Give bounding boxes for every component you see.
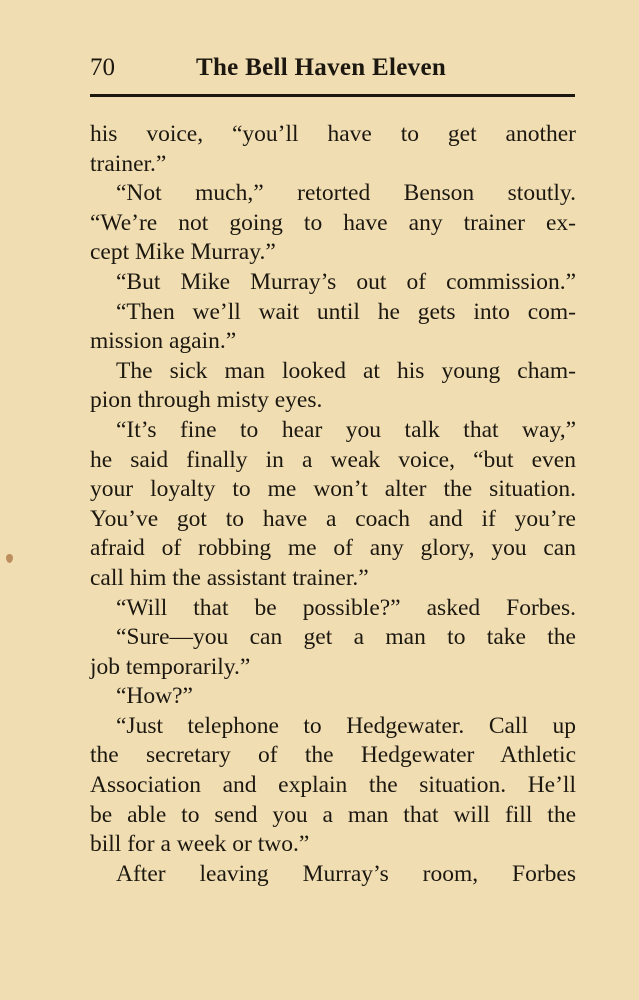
text-line: pion through misty eyes. bbox=[90, 387, 323, 414]
page-number: 70 bbox=[90, 54, 115, 81]
text-line: call him the assistant trainer.” bbox=[90, 564, 369, 591]
text-line: bill for a week or two.” bbox=[90, 831, 310, 858]
text-line: be able to send you a man that will fill the bbox=[90, 801, 576, 828]
text-line: “Will that be possible?” asked Forbes. bbox=[116, 594, 576, 621]
text-line: job temporarily.” bbox=[90, 653, 251, 680]
text-line: mission again.” bbox=[90, 328, 237, 355]
text-line: “How?” bbox=[116, 683, 193, 710]
text-line: “Not much,” retorted Benson stoutly. bbox=[116, 180, 576, 207]
body-text bbox=[90, 120, 576, 889]
margin-stain bbox=[6, 554, 13, 563]
text-line: The sick man looked at his young cham- bbox=[116, 357, 576, 384]
page-header bbox=[90, 54, 575, 90]
text-line: “Just telephone to Hedgewater. Call up bbox=[116, 712, 576, 739]
text-line: your loyalty to me won’t alter the situation. bbox=[90, 476, 576, 503]
text-line: “But Mike Murray’s out of commission.” bbox=[116, 268, 576, 295]
text-line: his voice, “you’ll have to get another bbox=[90, 121, 576, 147]
text-line: “We’re not going to have any trainer ex- bbox=[90, 209, 576, 236]
header-rule bbox=[90, 94, 575, 97]
text-line: “Then we’ll wait until he gets into com- bbox=[116, 298, 576, 325]
text-line: cept Mike Murray.” bbox=[90, 239, 276, 266]
text-line: “Sure—you can get a man to take the bbox=[116, 624, 576, 651]
text-line: trainer.” bbox=[90, 150, 167, 177]
text-line: Association and explain the situation. He’ll bbox=[90, 772, 576, 799]
running-head: The Bell Haven Eleven bbox=[196, 54, 447, 81]
text-line: he said finally in a weak voice, “but even bbox=[90, 446, 576, 473]
text-line: After leaving Murray’s room, Forbes bbox=[116, 860, 576, 887]
text-line: You’ve got to have a coach and if you’re bbox=[90, 505, 576, 532]
text-line: afraid of robbing me of any glory, you can bbox=[90, 535, 576, 562]
text-line: “It’s fine to hear you talk that way,” bbox=[116, 416, 576, 443]
text-line: the secretary of the Hedgewater Athletic bbox=[90, 742, 576, 769]
